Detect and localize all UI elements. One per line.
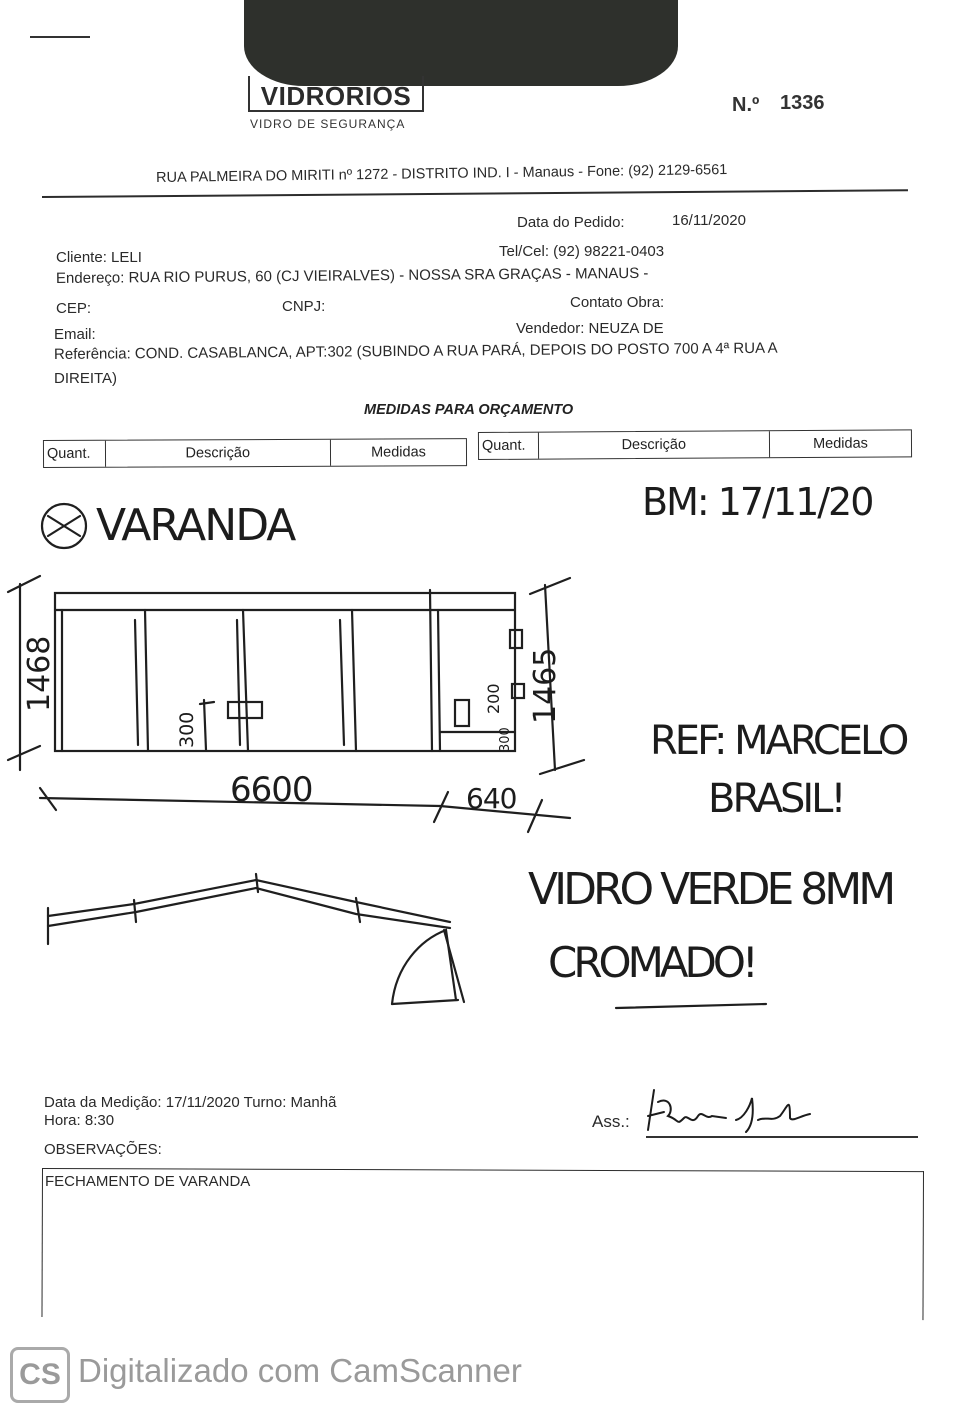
email-field: Email: bbox=[54, 326, 96, 343]
handwritten-glass-note-1: VIDRO VERDE 8MM bbox=[528, 864, 893, 915]
dim-inner-right: 200 bbox=[484, 683, 503, 714]
window-frame bbox=[55, 593, 515, 751]
address-field: Endereço: RUA RIO PURUS, 60 (CJ VIEIRALVES) - NOSSA SRA GRAÇAS - MANAUS - bbox=[55, 264, 649, 287]
company-logo bbox=[248, 76, 424, 112]
observations-text: FECHAMENTO DE VARANDA bbox=[45, 1173, 251, 1190]
dim-right-height: 1465 bbox=[528, 647, 563, 724]
scanner-watermark: Digitalizado com CamScanner bbox=[78, 1352, 522, 1389]
phone-field: Tel/Cel: (92) 98221-0403 bbox=[499, 243, 665, 260]
client-field: Cliente: LELI bbox=[56, 249, 142, 266]
col-desc: Descrição bbox=[539, 431, 771, 458]
measurement-time: Hora: 8:30 bbox=[44, 1112, 115, 1129]
document-number-label: N.º bbox=[732, 94, 760, 116]
contact-field: Contato Obra: bbox=[570, 294, 665, 311]
col-meas: Medidas bbox=[813, 435, 868, 452]
handwritten-ref-note-2: BRASIL! bbox=[708, 776, 844, 822]
handwritten-signature bbox=[640, 1086, 830, 1140]
header-divider bbox=[42, 189, 908, 198]
company-address: RUA PALMEIRA DO MIRITI nº 1272 - DISTRITO IND. I - Manaus - Fone: (92) 2129-6561 bbox=[156, 162, 728, 186]
reference-line-1: Referência: COND. CASABLANCA, APT:302 (SUBINDO A RUA PARÁ, DEPOIS DO POSTO 700 A 4ª RUA A bbox=[53, 339, 778, 363]
quote-table-header-left bbox=[43, 438, 467, 468]
observations-label: OBSERVAÇÕES: bbox=[44, 1141, 162, 1158]
measurement-date: Data da Medição: 17/11/2020 Turno: Manhã bbox=[44, 1094, 337, 1111]
observations-box bbox=[41, 1168, 924, 1320]
col-qty: Quant. bbox=[44, 441, 106, 467]
order-date-label: Data do Pedido: bbox=[517, 214, 625, 231]
dim-inner-left: 300 bbox=[176, 711, 198, 748]
dim-small-width: 640 bbox=[466, 782, 517, 815]
reference-line-2: DIREITA) bbox=[54, 370, 118, 387]
col-desc: Descrição bbox=[106, 440, 332, 467]
document-number: 1336 bbox=[780, 92, 825, 114]
col-meas: Medidas bbox=[371, 444, 426, 461]
dim-width: 6600 bbox=[230, 770, 313, 810]
handwritten-glass-note-2: CROMADO! bbox=[548, 938, 755, 987]
signature-label: Ass.: bbox=[592, 1112, 630, 1131]
dim-inner-bottom: 300 bbox=[498, 727, 513, 752]
logo-subtitle: VIDRO DE SEGURANÇA bbox=[250, 117, 406, 131]
handwritten-ref-note-1: REF: MARCELO bbox=[650, 718, 907, 764]
order-date: 16/11/2020 bbox=[672, 212, 746, 229]
col-qty: Quant. bbox=[479, 433, 539, 459]
divider bbox=[30, 36, 90, 38]
quote-section-title: MEDIDAS PARA ORÇAMENTO bbox=[364, 402, 574, 418]
cep-field: CEP: bbox=[56, 300, 92, 317]
quote-table-header-right bbox=[478, 429, 912, 460]
dim-left-height: 1468 bbox=[22, 635, 57, 712]
seller-field: Vendedor: NEUZA DE bbox=[516, 320, 664, 337]
logo-text: VIDRORIOS bbox=[260, 81, 412, 111]
handwritten-area-name: VARANDA bbox=[96, 500, 295, 551]
dark-object-top bbox=[244, 0, 678, 86]
handwritten-date-note: BM: 17/11/20 bbox=[642, 480, 873, 524]
cnpj-field: CNPJ: bbox=[282, 298, 326, 315]
camscanner-logo: CS bbox=[10, 1347, 70, 1403]
